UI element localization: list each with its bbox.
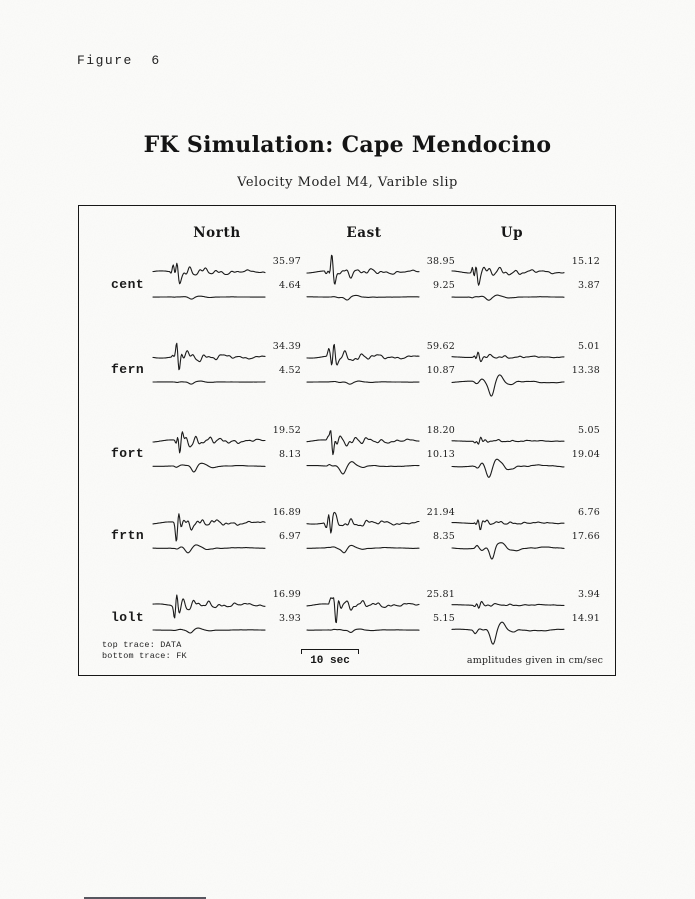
amplitude-data-value: 38.95 [426,256,455,267]
waveform-cent-east [305,251,423,317]
trace-cell-cent-east [305,251,455,317]
scale-bar-label: 10 sec [310,655,350,667]
amplitude-fk-value: 13.38 [571,365,600,376]
amplitude-fk-value: 9.25 [433,280,455,291]
trace-cell-fern-up [450,336,600,402]
trace-cell-lolt-east [305,584,455,650]
trace-cell-fort-east [305,420,455,486]
amplitude-fk-value: 3.87 [578,280,600,291]
amplitude-fk-value: 14.91 [571,613,600,624]
station-row-frtn [79,502,615,568]
trace-cell-cent-up [450,251,600,317]
trace-cell-fort-up [450,420,600,486]
amplitude-fk-value: 4.64 [279,280,301,291]
column-header-north: North [193,225,241,241]
station-row-fort [79,420,615,486]
trace-cell-fort-north [151,420,301,486]
column-header-up: Up [500,225,524,241]
waveform-lolt-east [305,584,423,650]
amplitude-fk-value: 6.97 [279,531,301,542]
seismogram-panel [78,205,616,676]
amplitude-fk-value: 5.15 [433,613,455,624]
figure-number-label: Figure 6 [77,53,161,68]
amplitude-data-value: 16.99 [272,589,301,600]
trace-cell-fern-east [305,336,455,402]
amplitude-fk-value: 17.66 [571,531,600,542]
amplitude-data-value: 5.01 [578,341,600,352]
waveform-frtn-up [450,502,568,568]
amplitude-data-value: 15.12 [571,256,600,267]
station-label-fern: fern [111,362,145,377]
amplitude-data-value: 35.97 [272,256,301,267]
waveform-cent-up [450,251,568,317]
trace-cell-frtn-up [450,502,600,568]
time-scale-bar [301,649,359,667]
waveform-fort-east [305,420,423,486]
amplitude-fk-value: 10.87 [426,365,455,376]
trace-legend [102,640,187,661]
amplitude-fk-value: 8.13 [279,449,301,460]
amplitude-data-value: 25.81 [426,589,455,600]
amplitude-data-value: 34.39 [272,341,301,352]
waveform-lolt-up [450,584,568,650]
amplitude-data-value: 19.52 [272,425,301,436]
amplitude-fk-value: 4.52 [279,365,301,376]
amplitude-data-value: 6.76 [578,507,600,518]
figure-title: FK Simulation: Cape Mendocino [143,132,552,158]
waveform-fern-up [450,336,568,402]
amplitude-data-value: 18.20 [426,425,455,436]
figure-subtitle: Velocity Model M4, Varible slip [237,175,458,190]
amplitude-data-value: 3.94 [578,589,600,600]
station-label-frtn: frtn [111,528,145,543]
waveform-frtn-north [151,502,269,568]
station-row-cent [79,251,615,317]
waveform-fern-east [305,336,423,402]
trace-cell-frtn-east [305,502,455,568]
waveform-cent-north [151,251,269,317]
amplitude-units-note: amplitudes given in cm/sec [466,655,604,666]
trace-cell-cent-north [151,251,301,317]
amplitude-fk-value: 3.93 [279,613,301,624]
trace-cell-fern-north [151,336,301,402]
waveform-fern-north [151,336,269,402]
column-header-east: East [346,225,382,241]
waveform-fort-up [450,420,568,486]
amplitude-data-value: 21.94 [426,507,455,518]
trace-legend-line1: top trace: DATA [102,640,182,650]
trace-cell-lolt-up [450,584,600,650]
amplitude-data-value: 16.89 [272,507,301,518]
station-row-fern [79,336,615,402]
scale-bar-bracket [301,649,359,654]
amplitude-fk-value: 8.35 [433,531,455,542]
amplitude-data-value: 59.62 [426,341,455,352]
station-label-lolt: lolt [111,610,145,625]
trace-legend-line2: bottom trace: FK [102,650,187,661]
amplitude-fk-value: 10.13 [426,449,455,460]
station-label-cent: cent [111,277,145,292]
trace-cell-frtn-north [151,502,301,568]
station-label-fort: fort [111,446,145,461]
waveform-fort-north [151,420,269,486]
amplitude-fk-value: 19.04 [571,449,600,460]
waveform-frtn-east [305,502,423,568]
amplitude-data-value: 5.05 [578,425,600,436]
